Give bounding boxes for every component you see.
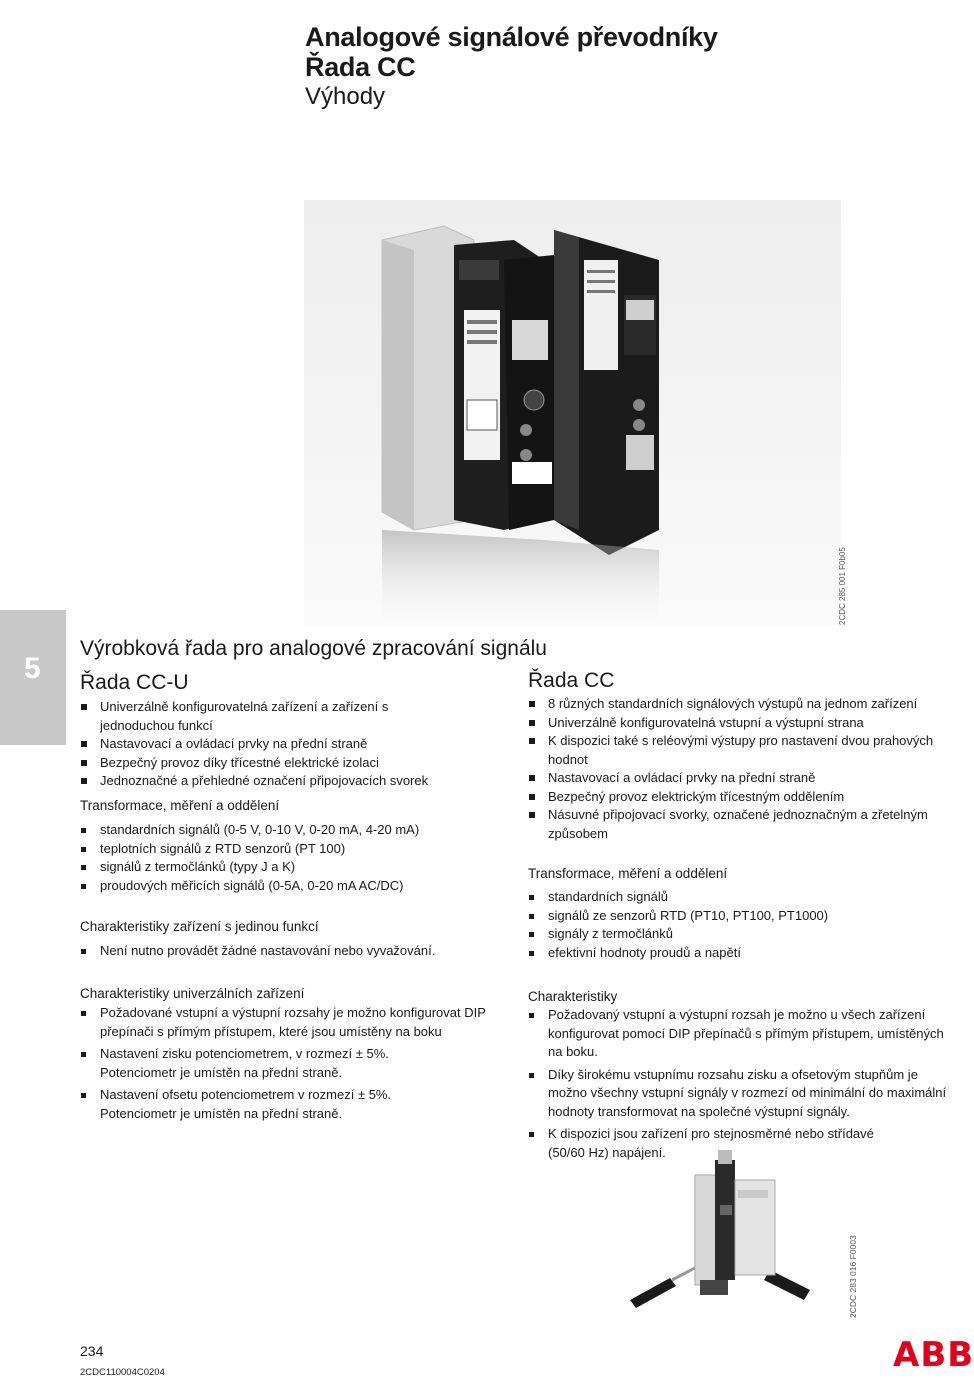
cc-u-single-list <box>80 942 500 961</box>
mounting-figure <box>620 1150 840 1325</box>
photo-code: 2CDC 285 001 F0b05 <box>838 547 847 625</box>
cc-transform-list <box>528 888 948 962</box>
page-title: Analogové signálové převodníky <box>305 22 718 52</box>
cc-char-list <box>528 1006 948 1162</box>
list-item: Nastavení zisku potenciometrem, v rozmezí ± 5%. Potenciometr je umístěn na přední straně. <box>80 1045 410 1082</box>
list-item: standardních signálů (0-5 V, 0-10 V, 0-20 mA, 4-20 mA) <box>80 821 480 840</box>
cc-u-heading: Řada CC-U <box>80 671 189 694</box>
list-item: Univerzálně konfigurovatelná zařízení a zařízení s jednoduchou funkcí <box>80 698 390 735</box>
document-code: 2CDC110004C0204 <box>80 1367 165 1378</box>
list-item: 8 různých standardních signálových výstupů na jednom zařízení <box>528 695 960 714</box>
list-item: Díky širokému vstupnímu rozsahu zisku a ofsetovým stupňům je možno všechny vstupní signály v rozmezí od minimální do maximální hodnoty transformovat na společné výstupní signály. <box>528 1066 948 1122</box>
list-item: signály z termočlánků <box>528 925 948 944</box>
list-item: Nastavovací a ovládací prvky na přední straně <box>80 735 480 754</box>
abb-logo: ABB <box>893 1335 974 1375</box>
intro-heading: Výrobková řada pro analogové zpracování signálu <box>80 637 547 660</box>
cc-char-heading: Charakteristiky <box>528 989 618 1004</box>
list-item: Není nutno provádět žádné nastavování nebo vyvažování. <box>80 942 500 961</box>
chapter-tab <box>0 610 66 745</box>
list-item: signálů z termočlánků (typy J a K) <box>80 858 480 877</box>
list-item: Bezpečný provoz elektrickým třícestným oddělením <box>528 788 960 807</box>
cc-u-universal-heading: Charakteristiky univerzálních zařízení <box>80 986 305 1001</box>
list-item: Jednoznačné a přehledné označení připojovacích svorek <box>80 772 480 791</box>
page-number: 234 <box>80 1343 104 1359</box>
cc-heading: Řada CC <box>528 669 615 692</box>
cc-u-transform-list <box>80 821 480 895</box>
list-item: Nastavení ofsetu potenciometrem v rozmezí ± 5%. Potenciometr je umístěn na přední straně. <box>80 1086 400 1123</box>
list-item: teplotních signálů z RTD senzorů (PT 100) <box>80 840 480 859</box>
list-item: K dispozici také s reléovými výstupy pro nastavení dvou prahových hodnot <box>528 732 968 769</box>
list-item: Požadované vstupní a výstupní rozsahy je možno konfigurovat DIP přepínači s přímým přístupem, které jsou umístěny na boku <box>80 1004 500 1041</box>
cc-u-transform-heading: Transformace, měření a oddělení <box>80 798 280 813</box>
list-item: Požadovaný vstupní a výstupní rozsah je možno u všech zařízení konfigurovat pomocí DIP přepínačů s přímým přístupem, umístěných na boku. <box>528 1006 948 1062</box>
product-photo <box>304 200 841 625</box>
cc-u-single-heading: Charakteristiky zařízení s jedinou funkcí <box>80 919 319 934</box>
page-header <box>305 22 718 112</box>
cc-u-features <box>80 698 480 791</box>
figure-code: 2CDC 283 016 F0003 <box>848 1235 858 1318</box>
mounting-illustration <box>620 1150 840 1325</box>
list-item: Násuvné připojovací svorky, označené jednoznačným a zřetelným způsobem <box>528 806 968 843</box>
page-subtitle: Výhody <box>305 83 386 110</box>
product-photo-illustration <box>304 200 841 625</box>
cc-features <box>528 695 960 843</box>
list-item: Bezpečný provoz díky třícestné elektrické izolaci <box>80 754 480 773</box>
cc-u-universal-list <box>80 1004 500 1123</box>
list-item: Nastavovací a ovládací prvky na přední straně <box>528 769 960 788</box>
list-item: signálů ze senzorů RTD (PT10, PT100, PT1000) <box>528 907 948 926</box>
list-item: Univerzálně konfigurovatelná vstupní a výstupní strana <box>528 714 960 733</box>
cc-transform-heading: Transformace, měření a oddělení <box>528 866 728 881</box>
chapter-number: 5 <box>24 652 41 685</box>
list-item: standardních signálů <box>528 888 948 907</box>
page-title-series: Řada CC <box>305 52 416 82</box>
list-item: K dispozici jsou zařízení pro stejnosměrné nebo střídavé (50/60 Hz) napájení. <box>528 1125 898 1162</box>
list-item: proudových měřicích signálů (0-5A, 0-20 mA AC/DC) <box>80 877 480 896</box>
list-item: efektivní hodnoty proudů a napětí <box>528 944 948 963</box>
